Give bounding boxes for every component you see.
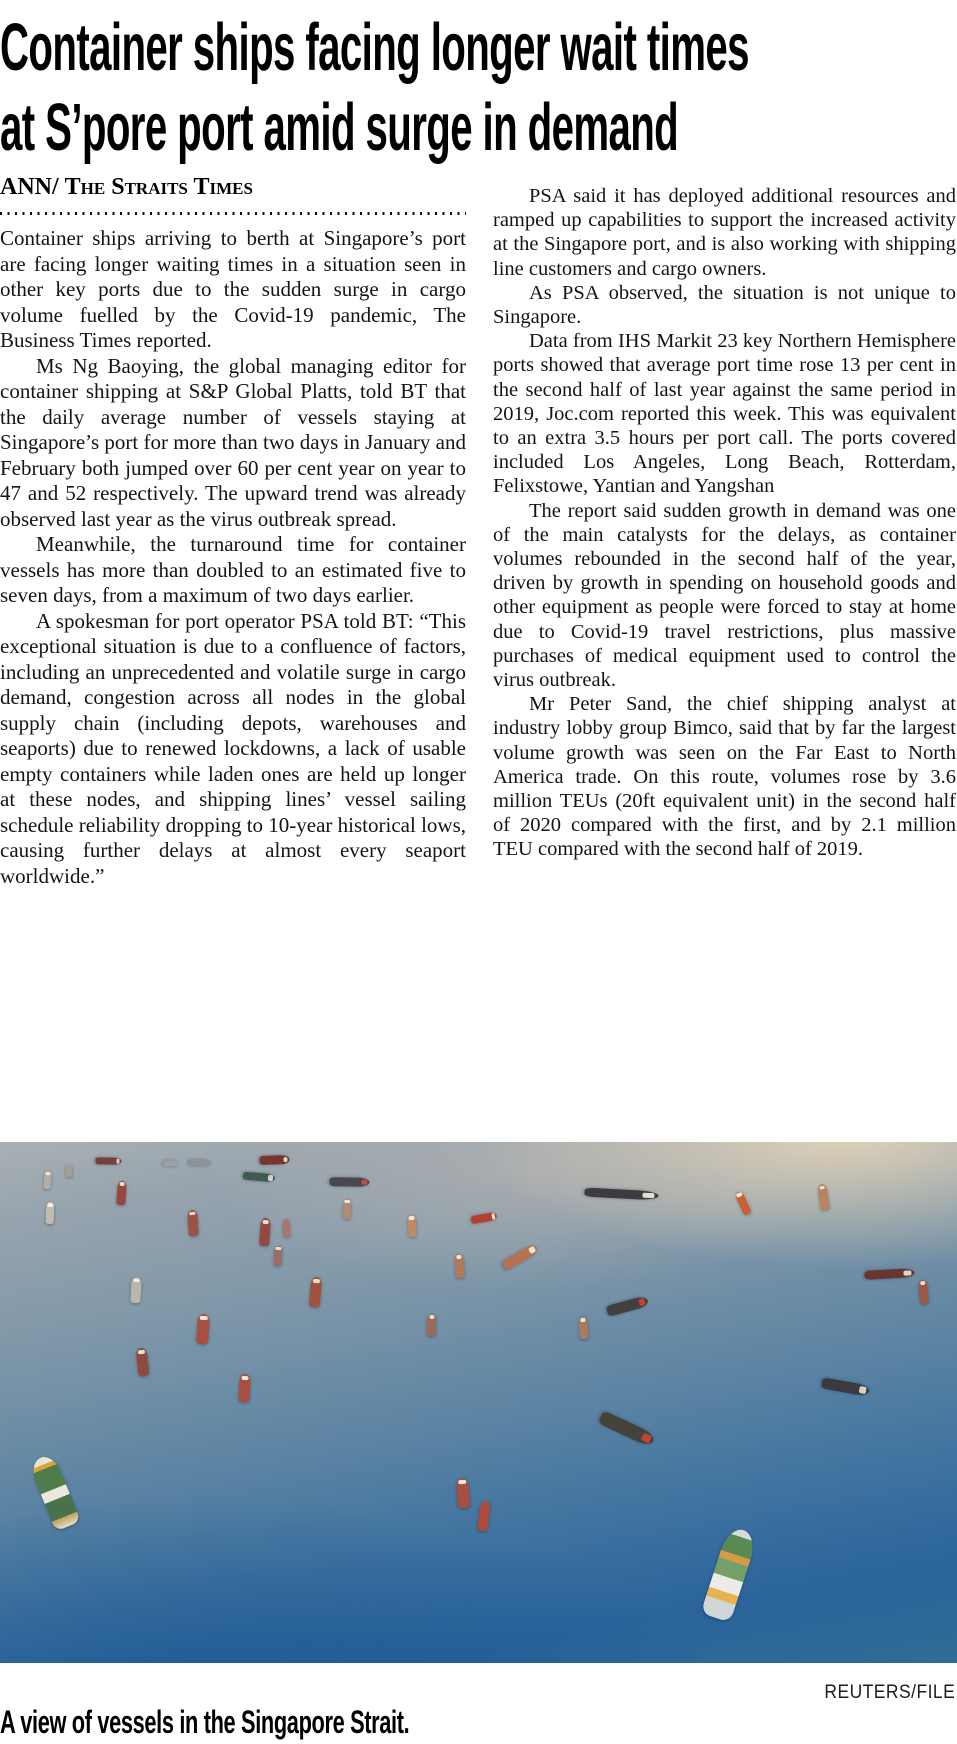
ship: [471, 1211, 498, 1223]
ship: [187, 1209, 199, 1236]
ship-superstructure: [640, 1432, 652, 1444]
ship: [46, 1202, 55, 1224]
ship-superstructure: [138, 1349, 145, 1354]
ship: [598, 1410, 656, 1447]
article-column-right: [493, 184, 956, 862]
article-paragraph: Ms Ng Baoying, the global managing editor for container shipping at S&P Global Platts, told BT that the daily average number of vessels staying at Singapore’s port for more than two days in January and February both jumped over 60 per cent year on year to 47 and 52 respectively. The upward trend was already observed last year as the virus outbreak spread.: [0, 353, 466, 531]
ship: [578, 1316, 589, 1339]
ship: [164, 1160, 179, 1167]
ship-superstructure: [904, 1270, 912, 1276]
ship-superstructure: [283, 1157, 288, 1163]
ship-superstructure: [133, 1279, 140, 1283]
ship: [309, 1277, 323, 1308]
ship-superstructure: [263, 1219, 270, 1224]
ship-superstructure: [116, 1159, 120, 1164]
ship: [918, 1280, 929, 1305]
article-paragraph: PSA said it has deployed additional resources and ramped up capabilities to support the increased activity at the Singapore port, and is also working with shipping line customers and cargo owners.: [493, 185, 956, 280]
ship-superstructure: [455, 1255, 461, 1259]
article-paragraph: As PSA observed, the situation is not unique to Singapore.: [493, 281, 956, 329]
ship-superstructure: [919, 1281, 925, 1285]
ship: [865, 1268, 915, 1280]
ship-superstructure: [189, 1211, 196, 1215]
ship-superstructure: [459, 1480, 467, 1485]
ship-superstructure: [819, 1185, 825, 1190]
ship-superstructure: [409, 1216, 414, 1220]
ship: [28, 1452, 81, 1531]
ship-superstructure: [528, 1246, 536, 1254]
ship-superstructure: [361, 1179, 367, 1185]
ship: [116, 1181, 127, 1206]
ship: [407, 1215, 416, 1237]
ship: [239, 1374, 251, 1403]
ship-superstructure: [200, 1315, 208, 1320]
ship: [242, 1171, 275, 1182]
ship-superstructure: [429, 1315, 435, 1319]
article-paragraph: Container ships arriving to berth at Singapore’s port are facing longer waiting times in a situation seen in other key ports due to the sudden surge in cargo volume fuelled by the Covid-19 pandemic, The Business Times reported.: [0, 226, 466, 352]
ship: [700, 1525, 758, 1622]
article-headline: [0, 8, 749, 168]
headline-line-1: Container ships facing longer wait times: [0, 10, 749, 85]
ship: [130, 1277, 141, 1303]
ship: [283, 1219, 291, 1237]
ship-superstructure: [859, 1386, 867, 1394]
ship: [43, 1170, 51, 1188]
ship-superstructure: [275, 1247, 280, 1250]
ship: [821, 1378, 870, 1397]
ship: [426, 1314, 436, 1336]
ship-superstructure: [638, 1298, 646, 1306]
ship-superstructure: [48, 1203, 53, 1206]
strait-photo: [0, 1142, 957, 1663]
article-column-left: [0, 226, 466, 889]
ship-superstructure: [736, 1193, 742, 1198]
headline-line-2: at S’pore port amid surge in demand: [0, 90, 679, 165]
dotted-divider: [0, 212, 466, 215]
ship-superstructure: [344, 1200, 349, 1203]
ship: [135, 1347, 149, 1376]
article-paragraph: Data from IHS Markit 23 key Northern Hemisphere ports showed that average port time rose 13 per cent in the second half of last year against the same period in 2019, Joc.com reported this week. This was equivalent to an extra 3.5 hours per port call. The ports covered included Los Angeles, Long Beach, Rotterdam, Felixstowe, Yantian and Yangshan: [493, 330, 956, 498]
ship: [501, 1244, 539, 1272]
ship-superstructure: [580, 1318, 586, 1322]
ship: [189, 1160, 211, 1167]
ship: [817, 1183, 830, 1210]
ship: [273, 1246, 282, 1266]
byline: [0, 174, 253, 201]
article-paragraph: Meanwhile, the turnaround time for container vessels has more than doubled to an estimated five to seven days, from a maximum of two days earlier.: [0, 532, 466, 607]
ship: [585, 1187, 659, 1200]
ship-superstructure: [268, 1175, 273, 1181]
ship-superstructure: [119, 1182, 125, 1186]
ship: [606, 1296, 649, 1317]
ship: [196, 1314, 210, 1345]
photo-caption: A view of vessels in the Singapore Strait.: [0, 1704, 410, 1740]
ship: [454, 1254, 465, 1279]
byline-agency: ANN/: [0, 174, 59, 200]
ship: [476, 1501, 490, 1532]
article-paragraph: A spokesman for port operator PSA told BT: “This exceptional situation is due to a confluence of factors, including an unprecedented and volatile surge in cargo demand, congestion across all nodes in the global supply chain (including depots, warehouses and seaports) due to renewed lockdowns, a lack of usable empty containers while laden ones are held up longer at these nodes, and shipping lines’ vessel sailing schedule reliability dropping to 10-year historical lows, causing further delays at almost every seaport worldwide.”: [0, 608, 466, 888]
ship-superstructure: [46, 1172, 51, 1175]
ship: [456, 1478, 470, 1509]
ship: [259, 1155, 289, 1165]
ship: [259, 1217, 271, 1246]
ship-superstructure: [242, 1375, 249, 1380]
photo-credit: REUTERS/FILE: [824, 1682, 955, 1703]
ship-superstructure: [491, 1213, 496, 1219]
ship: [66, 1164, 73, 1177]
article-paragraph: The report said sudden growth in demand was one of the main catalysts for the delays, as container volumes rebounded in the second half of the year, driven by growth in spending on household goods and other equipment as people were forced to stay at home due to Covid-19 travel restrictions, plus massive purchases of medical equipment used to control the virus outbreak.: [493, 499, 956, 692]
ship: [96, 1158, 122, 1165]
ship-superstructure: [643, 1192, 654, 1198]
ship-superstructure: [313, 1279, 320, 1284]
ship: [342, 1199, 351, 1219]
ship: [329, 1177, 369, 1187]
byline-source: The Straits Times: [64, 174, 253, 200]
ship: [734, 1191, 751, 1216]
article-paragraph: Mr Peter Sand, the chief shipping analyst at industry lobby group Bimco, said that by far the largest volume growth was seen on the Far East to North America trade. On this route, volumes rose by 3.6 million TEUs (20ft equivalent unit) in the second half of 2020 compared with the first, and by 2.1 million TEU compared with the second half of 2019.: [493, 693, 956, 861]
